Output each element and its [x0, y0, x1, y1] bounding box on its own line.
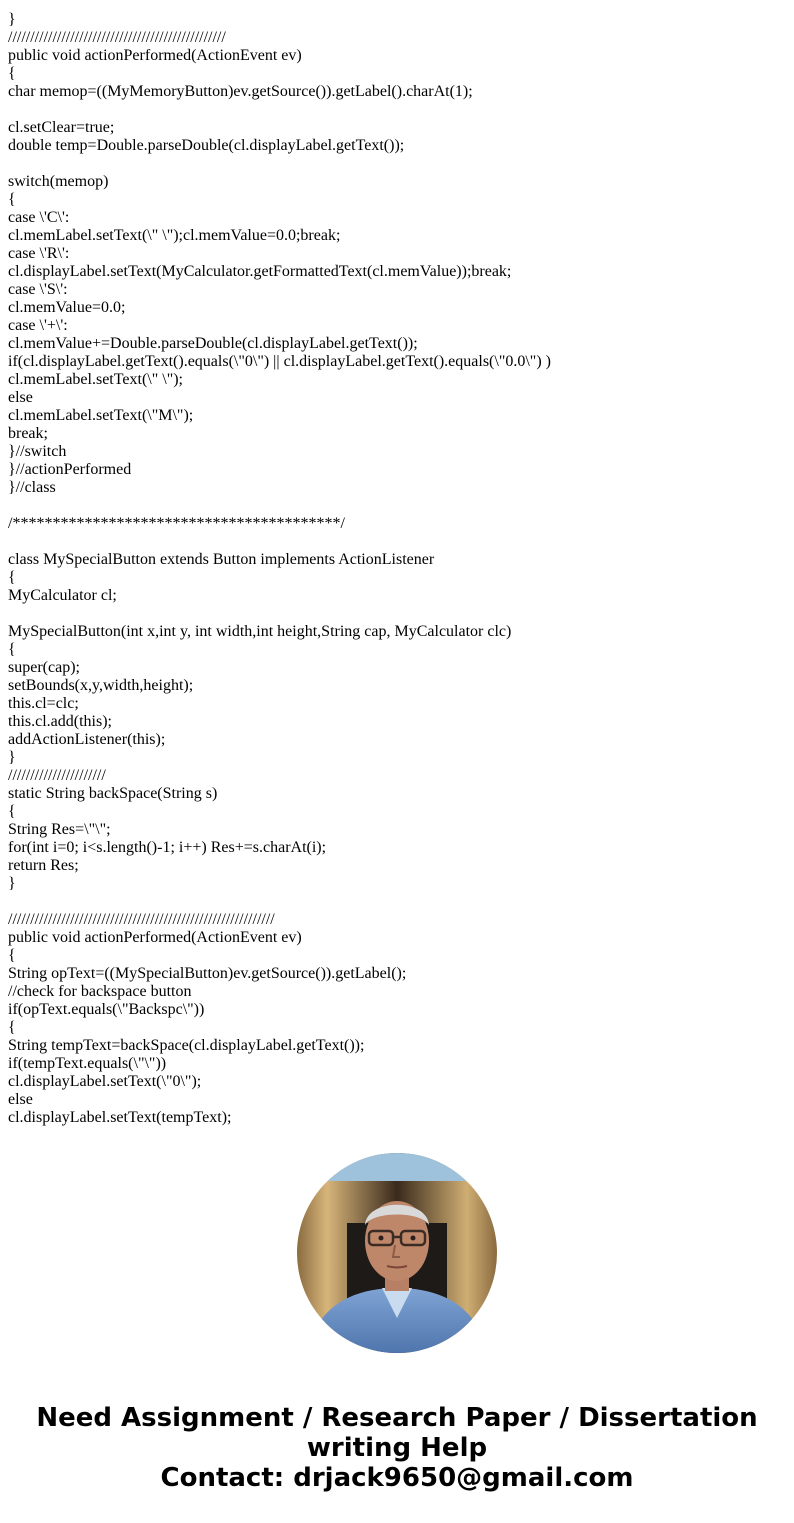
code-line: if(tempText.equals(\"\")) [8, 1055, 167, 1072]
promo-banner [0, 1403, 794, 1493]
code-line [8, 101, 788, 119]
promo-line-1: Need Assignment / Research Paper / Dissertation [36, 1403, 758, 1433]
code-line: case \'+\': [8, 317, 68, 334]
code-line: addActionListener(this); [8, 731, 166, 748]
code-line: } [8, 11, 16, 28]
code-line: }//class [8, 479, 56, 496]
code-line: cl.memLabel.setText(\"M\"); [8, 407, 194, 424]
code-line [8, 605, 788, 623]
code-line: public void actionPerformed(ActionEvent ev) [8, 47, 302, 64]
code-line: switch(memop) [8, 173, 109, 190]
code-line: for(int i=0; i<s.length()-1; i++) Res+=s.charAt(i); [8, 839, 327, 856]
code-line: setBounds(x,y,width,height); [8, 677, 194, 694]
code-line: if(cl.displayLabel.getText().equals(\"0\") || cl.displayLabel.getText().equals(\"0.0\") ) [8, 353, 551, 370]
code-line: break; [8, 425, 48, 442]
code-line: case \'R\': [8, 245, 70, 262]
code-line: super(cap); [8, 659, 80, 676]
code-line: static String backSpace(String s) [8, 785, 218, 802]
code-line: MyCalculator cl; [8, 587, 117, 604]
code-line: { [8, 1019, 16, 1036]
code-line: cl.displayLabel.setText(tempText); [8, 1109, 232, 1126]
code-line: if(opText.equals(\"Backspc\")) [8, 1001, 205, 1018]
code-line: this.cl.add(this); [8, 713, 112, 730]
code-line: { [8, 641, 16, 658]
promo-contact: Contact: drjack9650@gmail.com [160, 1463, 634, 1493]
code-line [8, 893, 788, 911]
code-line: //////////////////////////////////////////////////////////// [8, 911, 275, 928]
code-line: String tempText=backSpace(cl.displayLabel.getText()); [8, 1037, 365, 1054]
code-line: this.cl=clc; [8, 695, 79, 712]
code-line: double temp=Double.parseDouble(cl.displayLabel.getText()); [8, 137, 405, 154]
code-line: } [8, 875, 16, 892]
code-line: cl.memLabel.setText(\" \");cl.memValue=0.0;break; [8, 227, 341, 244]
code-line: ////////////////////// [8, 767, 106, 784]
code-line: String Res=\"\"; [8, 821, 111, 838]
code-line: return Res; [8, 857, 79, 874]
code-line: }//switch [8, 443, 67, 460]
promo-line-2: writing Help [306, 1433, 488, 1463]
code-line: { [8, 569, 16, 586]
code-line: ///////////////////////////////////////////////// [8, 29, 226, 46]
code-line: } [8, 749, 16, 766]
code-line: cl.memValue+=Double.parseDouble(cl.displayLabel.getText()); [8, 335, 418, 352]
author-portrait-icon [297, 1153, 497, 1353]
code-line: //check for backspace button [8, 983, 192, 1000]
code-line: cl.memLabel.setText(\" \"); [8, 371, 183, 388]
code-line: public void actionPerformed(ActionEvent ev) [8, 929, 302, 946]
code-line [8, 0, 788, 11]
code-line: { [8, 191, 16, 208]
code-line: else [8, 389, 33, 406]
code-line: else [8, 1091, 33, 1108]
code-line: case \'S\': [8, 281, 68, 298]
code-line: /*****************************************/ [8, 515, 345, 532]
code-line [8, 497, 788, 515]
code-line: cl.displayLabel.setText(\"0\"); [8, 1073, 202, 1090]
code-line [8, 155, 788, 173]
code-line: case \'C\': [8, 209, 70, 226]
code-line [8, 533, 788, 551]
code-line: char memop=((MyMemoryButton)ev.getSource()).getLabel().charAt(1); [8, 83, 473, 100]
author-avatar [297, 1153, 497, 1353]
code-line: { [8, 803, 16, 820]
code-line: { [8, 947, 16, 964]
code-line: { [8, 65, 16, 82]
code-line: cl.displayLabel.setText(MyCalculator.getFormattedText(cl.memValue));break; [8, 263, 512, 280]
code-listing [8, 0, 788, 1127]
code-line: }//actionPerformed [8, 461, 132, 478]
code-line: class MySpecialButton extends Button implements ActionListener [8, 551, 435, 568]
code-line: MySpecialButton(int x,int y, int width,int height,String cap, MyCalculator clc) [8, 623, 512, 640]
code-line: cl.setClear=true; [8, 119, 115, 136]
code-line: String opText=((MySpecialButton)ev.getSource()).getLabel(); [8, 965, 407, 982]
code-line: cl.memValue=0.0; [8, 299, 126, 316]
